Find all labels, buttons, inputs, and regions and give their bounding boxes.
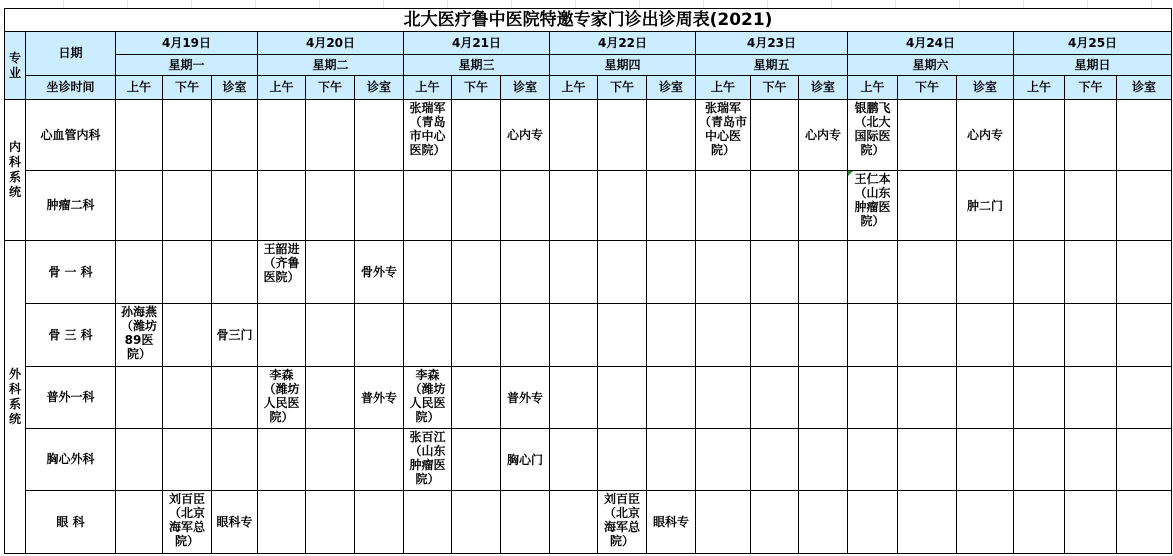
room-cell bbox=[799, 241, 848, 304]
room-cell bbox=[799, 429, 848, 491]
system-internal: 内科系统 bbox=[5, 100, 26, 241]
pm-doctor-cell bbox=[898, 171, 957, 241]
am-doctor-cell bbox=[848, 491, 898, 554]
department-name: 肿瘤二科 bbox=[26, 171, 116, 241]
pm-header: 下午 bbox=[751, 76, 799, 100]
room-header: 诊室 bbox=[355, 76, 404, 100]
department-name: 骨 三 科 bbox=[26, 304, 116, 367]
day-weekday-3: 星期三 bbox=[404, 55, 550, 76]
am-header: 上午 bbox=[116, 76, 163, 100]
pm-doctor-cell bbox=[306, 171, 355, 241]
room-cell bbox=[647, 429, 696, 491]
room-cell bbox=[957, 429, 1014, 491]
department-name: 胸心外科 bbox=[26, 429, 116, 491]
time-header: 坐诊时间 bbox=[26, 76, 116, 100]
am-doctor-cell bbox=[550, 171, 598, 241]
day-weekday-6: 星期六 bbox=[848, 55, 1014, 76]
pm-doctor-cell bbox=[163, 429, 212, 491]
room-cell bbox=[799, 367, 848, 429]
room-cell bbox=[355, 429, 404, 491]
room-header: 诊室 bbox=[501, 76, 550, 100]
pm-doctor-cell bbox=[306, 491, 355, 554]
pm-doctor-cell bbox=[751, 241, 799, 304]
specialty-header: 专业 bbox=[5, 32, 26, 100]
room-cell bbox=[799, 491, 848, 554]
pm-doctor-cell bbox=[898, 304, 957, 367]
pm-doctor-cell bbox=[898, 100, 957, 171]
am-doctor-cell bbox=[258, 491, 306, 554]
am-doctor-cell bbox=[116, 241, 163, 304]
room-cell: 普外专 bbox=[501, 367, 550, 429]
am-doctor-cell bbox=[550, 304, 598, 367]
am-header: 上午 bbox=[258, 76, 306, 100]
room-cell bbox=[647, 100, 696, 171]
room-cell bbox=[501, 491, 550, 554]
am-header: 上午 bbox=[550, 76, 598, 100]
pm-doctor-cell bbox=[306, 100, 355, 171]
room-cell: 胸心门 bbox=[501, 429, 550, 491]
am-doctor-cell bbox=[550, 241, 598, 304]
pm-doctor-cell bbox=[306, 367, 355, 429]
am-doctor-cell bbox=[696, 429, 751, 491]
room-cell bbox=[212, 241, 258, 304]
pm-doctor-cell: 刘百臣（北京海军总院） bbox=[598, 491, 647, 554]
day-weekday-2: 星期二 bbox=[258, 55, 404, 76]
room-cell bbox=[355, 491, 404, 554]
pm-doctor-cell bbox=[452, 429, 501, 491]
department-name: 心血管内科 bbox=[26, 100, 116, 171]
room-cell bbox=[212, 429, 258, 491]
am-doctor-cell bbox=[550, 367, 598, 429]
am-doctor-cell bbox=[258, 171, 306, 241]
room-cell: 骨三门 bbox=[212, 304, 258, 367]
am-doctor-cell: 王韶进（齐鲁医院） bbox=[258, 241, 306, 304]
room-cell bbox=[647, 367, 696, 429]
am-doctor-cell bbox=[696, 491, 751, 554]
table-row bbox=[5, 491, 1172, 554]
pm-header: 下午 bbox=[598, 76, 647, 100]
am-doctor-cell bbox=[550, 100, 598, 171]
day-date-2: 4月20日 bbox=[258, 32, 404, 55]
room-cell bbox=[1117, 241, 1172, 304]
pm-doctor-cell bbox=[751, 304, 799, 367]
pm-doctor-cell bbox=[452, 241, 501, 304]
room-cell: 骨外专 bbox=[355, 241, 404, 304]
table-row bbox=[5, 367, 1172, 429]
day-date-7: 4月25日 bbox=[1014, 32, 1172, 55]
pm-doctor-cell bbox=[598, 100, 647, 171]
table-row bbox=[5, 241, 1172, 304]
room-header: 诊室 bbox=[212, 76, 258, 100]
room-cell bbox=[501, 304, 550, 367]
pm-doctor-cell bbox=[306, 429, 355, 491]
am-doctor-cell bbox=[258, 100, 306, 171]
am-header: 上午 bbox=[696, 76, 751, 100]
table-row bbox=[5, 304, 1172, 367]
room-cell bbox=[355, 171, 404, 241]
am-doctor-cell bbox=[404, 304, 452, 367]
pm-header: 下午 bbox=[163, 76, 212, 100]
pm-doctor-cell bbox=[751, 171, 799, 241]
pm-header: 下午 bbox=[452, 76, 501, 100]
room-cell bbox=[212, 171, 258, 241]
day-date-3: 4月21日 bbox=[404, 32, 550, 55]
am-doctor-cell bbox=[696, 367, 751, 429]
am-doctor-cell bbox=[404, 171, 452, 241]
room-cell bbox=[501, 241, 550, 304]
am-doctor-cell bbox=[1014, 100, 1065, 171]
pm-doctor-cell bbox=[163, 304, 212, 367]
room-header: 诊室 bbox=[957, 76, 1014, 100]
am-doctor-cell bbox=[258, 429, 306, 491]
pm-doctor-cell bbox=[452, 100, 501, 171]
am-header: 上午 bbox=[404, 76, 452, 100]
pm-header: 下午 bbox=[306, 76, 355, 100]
am-doctor-cell bbox=[116, 491, 163, 554]
am-doctor-cell bbox=[848, 367, 898, 429]
am-doctor-cell: 孙海燕（潍坊89医院） bbox=[116, 304, 163, 367]
room-cell bbox=[355, 100, 404, 171]
room-cell bbox=[1117, 367, 1172, 429]
room-cell bbox=[1117, 171, 1172, 241]
am-doctor-cell bbox=[404, 491, 452, 554]
pm-doctor-cell bbox=[163, 171, 212, 241]
pm-doctor-cell bbox=[598, 304, 647, 367]
am-doctor-cell bbox=[116, 367, 163, 429]
pm-doctor-cell bbox=[751, 367, 799, 429]
am-doctor-cell: 张瑞军（青岛市中心医院） bbox=[404, 100, 452, 171]
day-date-1: 4月19日 bbox=[116, 32, 258, 55]
am-doctor-cell bbox=[696, 304, 751, 367]
room-cell bbox=[647, 171, 696, 241]
sheet-grid-background bbox=[0, 0, 1173, 8]
room-cell: 肿二门 bbox=[957, 171, 1014, 241]
pm-doctor-cell bbox=[898, 241, 957, 304]
pm-doctor-cell bbox=[1065, 100, 1117, 171]
room-cell bbox=[799, 171, 848, 241]
am-doctor-cell bbox=[1014, 491, 1065, 554]
pm-header: 下午 bbox=[1065, 76, 1117, 100]
room-cell bbox=[501, 171, 550, 241]
room-cell: 心内专 bbox=[957, 100, 1014, 171]
pm-doctor-cell bbox=[163, 100, 212, 171]
room-cell bbox=[212, 100, 258, 171]
room-cell: 眼科专 bbox=[647, 491, 696, 554]
pm-doctor-cell bbox=[898, 367, 957, 429]
table-row bbox=[5, 171, 1172, 241]
pm-doctor-cell bbox=[306, 241, 355, 304]
am-doctor-cell bbox=[696, 241, 751, 304]
pm-doctor-cell bbox=[598, 367, 647, 429]
am-doctor-cell: 张百江（山东肿瘤医院） bbox=[404, 429, 452, 491]
department-name: 骨 一 科 bbox=[26, 241, 116, 304]
room-cell bbox=[1117, 491, 1172, 554]
am-doctor-cell: 李森（潍坊人民医院） bbox=[404, 367, 452, 429]
date-header: 日期 bbox=[26, 32, 116, 76]
room-cell: 心内专 bbox=[501, 100, 550, 171]
am-doctor-cell bbox=[116, 429, 163, 491]
pm-doctor-cell bbox=[452, 491, 501, 554]
am-doctor-cell bbox=[550, 491, 598, 554]
day-date-6: 4月24日 bbox=[848, 32, 1014, 55]
department-name: 普外一科 bbox=[26, 367, 116, 429]
am-doctor-cell bbox=[1014, 429, 1065, 491]
pm-doctor-cell bbox=[163, 241, 212, 304]
day-weekday-4: 星期四 bbox=[550, 55, 696, 76]
am-doctor-cell bbox=[1014, 367, 1065, 429]
schedule-sheet bbox=[4, 8, 1171, 554]
room-header: 诊室 bbox=[1117, 76, 1172, 100]
am-doctor-cell bbox=[1014, 304, 1065, 367]
pm-doctor-cell bbox=[452, 304, 501, 367]
pm-doctor-cell bbox=[452, 367, 501, 429]
am-doctor-cell: 张瑞军（青岛市中心医院） bbox=[696, 100, 751, 171]
pm-doctor-cell bbox=[751, 100, 799, 171]
room-cell: 心内专 bbox=[799, 100, 848, 171]
pm-doctor-cell bbox=[598, 171, 647, 241]
room-cell bbox=[1117, 100, 1172, 171]
comment-indicator-icon bbox=[848, 171, 853, 176]
day-weekday-7: 星期日 bbox=[1014, 55, 1172, 76]
pm-doctor-cell bbox=[751, 429, 799, 491]
room-header: 诊室 bbox=[799, 76, 848, 100]
am-doctor-cell: 王仁本（山东肿瘤医院） bbox=[848, 171, 898, 241]
sheet-title: 北大医疗鲁中医院特邀专家门诊出诊周表(2021) bbox=[5, 9, 1172, 32]
am-doctor-cell bbox=[848, 304, 898, 367]
room-cell bbox=[212, 367, 258, 429]
day-weekday-5: 星期五 bbox=[696, 55, 848, 76]
pm-doctor-cell bbox=[751, 491, 799, 554]
pm-doctor-cell bbox=[898, 429, 957, 491]
room-cell: 眼科专 bbox=[212, 491, 258, 554]
pm-doctor-cell bbox=[163, 367, 212, 429]
pm-doctor-cell bbox=[1065, 241, 1117, 304]
am-doctor-cell: 银鹏飞（北大国际医院） bbox=[848, 100, 898, 171]
room-cell bbox=[647, 241, 696, 304]
pm-doctor-cell bbox=[898, 491, 957, 554]
room-cell bbox=[957, 367, 1014, 429]
day-date-5: 4月23日 bbox=[696, 32, 848, 55]
room-header: 诊室 bbox=[647, 76, 696, 100]
am-doctor-cell bbox=[258, 304, 306, 367]
pm-doctor-cell bbox=[598, 429, 647, 491]
room-cell bbox=[957, 241, 1014, 304]
pm-doctor-cell bbox=[306, 304, 355, 367]
room-cell bbox=[1117, 429, 1172, 491]
schedule-table bbox=[4, 8, 1172, 554]
pm-doctor-cell bbox=[1065, 171, 1117, 241]
am-header: 上午 bbox=[848, 76, 898, 100]
pm-doctor-cell: 刘百臣（北京海军总院） bbox=[163, 491, 212, 554]
pm-doctor-cell bbox=[1065, 491, 1117, 554]
table-row bbox=[5, 429, 1172, 491]
am-doctor-cell: 李森（潍坊人民医院） bbox=[258, 367, 306, 429]
room-cell bbox=[799, 304, 848, 367]
room-cell bbox=[355, 304, 404, 367]
am-doctor-cell bbox=[696, 171, 751, 241]
am-doctor-cell bbox=[550, 429, 598, 491]
pm-header: 下午 bbox=[898, 76, 957, 100]
pm-doctor-cell bbox=[598, 241, 647, 304]
room-cell bbox=[1117, 304, 1172, 367]
pm-doctor-cell bbox=[1065, 304, 1117, 367]
pm-doctor-cell bbox=[1065, 367, 1117, 429]
day-weekday-1: 星期一 bbox=[116, 55, 258, 76]
room-cell bbox=[957, 304, 1014, 367]
room-cell: 普外专 bbox=[355, 367, 404, 429]
day-date-4: 4月22日 bbox=[550, 32, 696, 55]
table-row bbox=[5, 100, 1172, 171]
am-header: 上午 bbox=[1014, 76, 1065, 100]
room-cell bbox=[957, 491, 1014, 554]
department-name: 眼 科 bbox=[26, 491, 116, 554]
am-doctor-cell bbox=[116, 171, 163, 241]
am-doctor-cell bbox=[848, 241, 898, 304]
pm-doctor-cell bbox=[452, 171, 501, 241]
am-doctor-cell bbox=[848, 429, 898, 491]
am-doctor-cell bbox=[1014, 171, 1065, 241]
room-cell bbox=[647, 304, 696, 367]
system-surgical: 外科系统 bbox=[5, 241, 26, 554]
am-doctor-cell bbox=[116, 100, 163, 171]
am-doctor-cell bbox=[1014, 241, 1065, 304]
pm-doctor-cell bbox=[1065, 429, 1117, 491]
am-doctor-cell bbox=[404, 241, 452, 304]
